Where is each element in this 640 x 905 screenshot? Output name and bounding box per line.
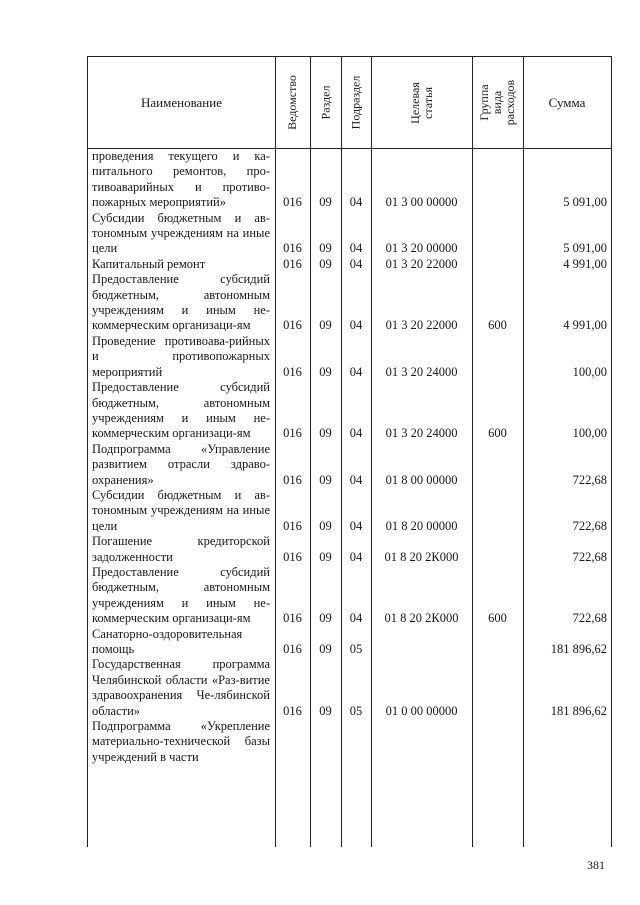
row-gruppa: 600 — [488, 611, 507, 626]
row-summa: 4 991,00 — [563, 318, 607, 333]
row-podrazdel: 04 — [349, 549, 363, 564]
row-name: Предоставление субсидий бюджетным, автономным учреждениям и иным не-коммерческим организаци-ям — [92, 564, 270, 626]
row-razdel: 09 — [319, 241, 332, 256]
table-row — [88, 380, 611, 442]
row-razdel: 09 — [319, 195, 332, 210]
row-vedomstvo: 016 — [283, 241, 302, 256]
row-celevaya: 01 8 00 00000 — [385, 472, 458, 487]
row-razdel: 09 — [319, 642, 332, 657]
row-vedomstvo: 016 — [283, 703, 302, 718]
row-celevaya: 01 3 20 22000 — [385, 256, 458, 271]
row-values — [88, 550, 611, 565]
row-podrazdel: 04 — [349, 256, 363, 271]
row-podrazdel: 04 — [349, 241, 363, 256]
row-celevaya: 01 3 20 22000 — [385, 318, 458, 333]
row-vedomstvo: 016 — [283, 426, 302, 441]
row-name: проведения текущего и ка-питального ремонтов, про-тивоаварийных и противо-пожарных мероприятий» — [92, 149, 270, 210]
header-gruppa: Группа вида расходов — [477, 79, 517, 126]
row-name: Субсидии бюджетным и ав-тономным учреждениям на иные цели — [92, 210, 270, 256]
row-summa: 100,00 — [572, 426, 607, 441]
table-row — [88, 488, 611, 534]
row-celevaya: 01 0 00 00000 — [385, 703, 458, 718]
row-vedomstvo: 016 — [283, 611, 302, 626]
row-vedomstvo: 016 — [283, 642, 302, 657]
row-podrazdel: 04 — [349, 611, 363, 626]
row-vedomstvo: 016 — [283, 318, 302, 333]
row-podrazdel: 05 — [349, 642, 363, 657]
header-celevaya: Целевая статья — [407, 81, 435, 124]
row-summa: 722,68 — [572, 611, 607, 626]
row-podrazdel: 05 — [349, 703, 363, 718]
row-razdel: 09 — [319, 549, 332, 564]
row-razdel: 09 — [319, 426, 332, 441]
header-podrazdel: Подраздел — [348, 75, 363, 130]
row-values — [88, 195, 611, 210]
row-name: Предоставление субсидий бюджетным, автономным учреждениям и иным не-коммерческим организаци-ям — [92, 380, 270, 441]
header-summa: Сумма — [548, 94, 586, 110]
row-celevaya: 01 3 20 24000 — [385, 364, 458, 379]
row-razdel: 09 — [319, 518, 332, 533]
row-values — [88, 750, 611, 765]
row-podrazdel: 04 — [349, 518, 363, 533]
table-body — [88, 149, 611, 765]
table-row — [88, 272, 611, 334]
row-values — [88, 642, 611, 657]
budget-table — [87, 56, 612, 847]
row-podrazdel: 04 — [349, 426, 363, 441]
table-row — [88, 719, 611, 765]
row-summa: 5 091,00 — [563, 195, 607, 210]
row-razdel: 09 — [319, 256, 332, 271]
row-summa: 181 896,62 — [550, 703, 607, 718]
row-values — [88, 704, 611, 719]
row-values — [88, 519, 611, 534]
row-celevaya: 01 8 20 00000 — [385, 518, 458, 533]
table-row — [88, 257, 611, 272]
row-podrazdel: 04 — [349, 195, 363, 210]
table-row — [88, 627, 611, 658]
row-gruppa: 600 — [488, 426, 507, 441]
row-name: Подпрограмма «Укрепление материально-технической базы учреждений в части — [92, 719, 270, 764]
row-celevaya: 01 3 20 24000 — [385, 426, 458, 441]
header-vedomstvo: Ведомство — [285, 75, 300, 130]
row-summa: 722,68 — [572, 472, 607, 487]
row-name: Подпрограмма «Управление развитием отрасли здраво-охранения» — [92, 441, 270, 487]
row-vedomstvo: 016 — [283, 256, 302, 271]
header-razdel: Раздел — [318, 85, 333, 120]
row-name: Государственная программа Челябинской области «Раз-витие здравоохранения Че-лябинской области» — [92, 657, 270, 718]
row-vedomstvo: 016 — [283, 518, 302, 533]
table-row — [88, 149, 611, 211]
row-celevaya: 01 8 20 2К000 — [384, 611, 459, 626]
row-vedomstvo: 016 — [283, 195, 302, 210]
table-row — [88, 442, 611, 488]
row-summa: 4 991,00 — [563, 256, 607, 271]
row-values — [88, 365, 611, 380]
table-row — [88, 211, 611, 257]
row-name: Проведение противоава-рийных и противопожарных мероприятий — [92, 333, 270, 379]
row-values — [88, 318, 611, 333]
table-row — [88, 565, 611, 627]
row-gruppa: 600 — [488, 318, 507, 333]
row-summa: 722,68 — [572, 549, 607, 564]
row-summa: 722,68 — [572, 518, 607, 533]
row-podrazdel: 04 — [349, 318, 363, 333]
row-name: Субсидии бюджетным и ав-тономным учреждениям на иные цели — [92, 487, 270, 533]
row-vedomstvo: 016 — [283, 549, 302, 564]
row-celevaya: 01 8 20 2К000 — [384, 549, 459, 564]
row-values — [88, 473, 611, 488]
page-number: 381 — [587, 858, 605, 872]
row-values — [88, 426, 611, 441]
row-razdel: 09 — [319, 611, 332, 626]
row-summa: 181 896,62 — [550, 642, 607, 657]
row-celevaya: 01 3 00 00000 — [385, 195, 458, 210]
row-name: Погашение кредиторской задолженности — [92, 534, 270, 564]
row-razdel: 09 — [319, 364, 332, 379]
row-razdel: 09 — [319, 703, 332, 718]
row-summa: 5 091,00 — [563, 241, 607, 256]
row-values — [88, 611, 611, 626]
row-podrazdel: 04 — [349, 472, 363, 487]
table-row — [88, 657, 611, 719]
row-name: Санаторно-оздоровительная помощь — [92, 626, 243, 656]
table-row — [88, 534, 611, 565]
row-vedomstvo: 016 — [283, 472, 302, 487]
header-name: Наименование — [141, 94, 222, 110]
row-celevaya: 01 3 20 00000 — [385, 241, 458, 256]
row-summa: 100,00 — [572, 364, 607, 379]
row-vedomstvo: 016 — [283, 364, 302, 379]
row-razdel: 09 — [319, 472, 332, 487]
row-razdel: 09 — [319, 318, 332, 333]
row-name: Предоставление субсидий бюджетным, автономным учреждениям и иным не-коммерческим организаци-ям — [92, 272, 270, 333]
row-values — [88, 257, 611, 272]
row-values — [88, 241, 611, 256]
table-row — [88, 334, 611, 380]
row-podrazdel: 04 — [349, 364, 363, 379]
row-name: Капитальный ремонт — [92, 256, 206, 271]
